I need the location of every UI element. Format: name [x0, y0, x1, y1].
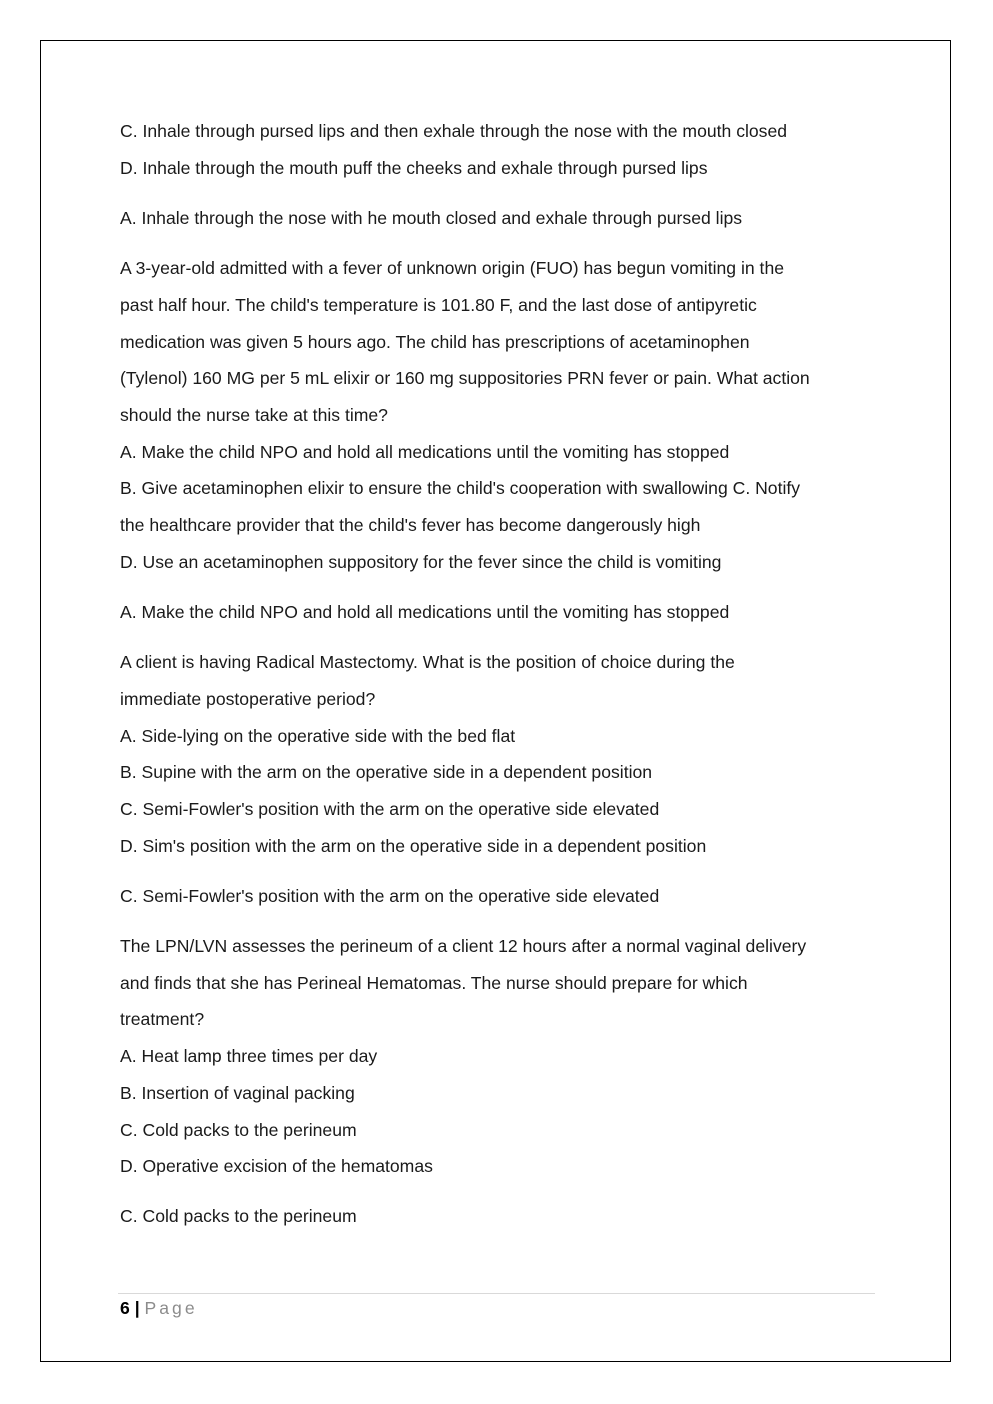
text-line: C. Semi-Fowler's position with the arm on the operative side elevated — [120, 798, 660, 819]
text-line: D. Operative excision of the hematomas — [120, 1156, 433, 1177]
text-line: C. Cold packs to the perineum — [120, 1206, 357, 1227]
text-line: past half hour. The child's temperature is 101.80 F, and the last dose of antipyretic — [120, 294, 757, 315]
text-line: C. Semi-Fowler's position with the arm on the operative side elevated — [120, 885, 660, 906]
paragraph — [120, 644, 880, 864]
page-footer — [120, 1296, 198, 1320]
paragraph — [120, 200, 880, 237]
text-line: A. Side-lying on the operative side with the bed flat — [120, 725, 516, 746]
paragraph-gap — [120, 237, 880, 251]
paragraph-gap — [120, 631, 880, 645]
paragraph — [120, 594, 880, 631]
text-line: A. Heat lamp three times per day — [120, 1046, 378, 1067]
text-line: medication was given 5 hours ago. The child has prescriptions of acetaminophen — [120, 331, 750, 352]
text-line: B. Insertion of vaginal packing — [120, 1082, 355, 1103]
page-label: Page — [144, 1298, 198, 1318]
paragraph-gap — [120, 864, 880, 878]
text-line: should the nurse take at this time? — [120, 404, 388, 425]
text-line: A 3-year-old admitted with a fever of unknown origin (FUO) has begun vomiting in the — [120, 258, 785, 279]
text-line: D. Use an acetaminophen suppository for the fever since the child is vomiting — [120, 551, 722, 572]
paragraph-gap — [120, 1185, 880, 1199]
paragraph-gap — [120, 915, 880, 929]
text-line: C. Inhale through pursed lips and then exhale through the nose with the mouth closed — [120, 121, 788, 141]
text-line: A client is having Radical Mastectomy. What is the position of choice during the — [120, 652, 735, 673]
page-number: 6 — [120, 1298, 130, 1318]
text-line: (Tylenol) 160 MG per 5 mL elixir or 160 mg suppositories PRN fever or pain. What action — [120, 368, 810, 389]
paragraph — [120, 928, 880, 1185]
text-line: A. Make the child NPO and hold all medications until the vomiting has stopped — [120, 601, 730, 622]
text-line: C. Cold packs to the perineum — [120, 1119, 357, 1140]
text-line: the healthcare provider that the child's fever has become dangerously high — [120, 515, 701, 536]
paragraph — [120, 113, 880, 186]
text-line: B. Give acetaminophen elixir to ensure the child's cooperation with swallowing C. Notify — [120, 478, 801, 499]
text-line: A. Make the child NPO and hold all medications until the vomiting has stopped — [120, 441, 730, 462]
paragraph-gap — [120, 580, 880, 594]
text-line: The LPN/LVN assesses the perineum of a client 12 hours after a normal vaginal delivery — [120, 936, 807, 957]
paragraph — [120, 1198, 880, 1235]
paragraph — [120, 878, 880, 915]
text-line: D. Inhale through the mouth puff the cheeks and exhale through pursed lips — [120, 157, 708, 178]
text-line: D. Sim's position with the arm on the operative side in a dependent position — [120, 835, 707, 856]
text-line: and finds that she has Perineal Hematomas. The nurse should prepare for which — [120, 972, 748, 993]
text-line: B. Supine with the arm on the operative side in a dependent position — [120, 762, 653, 783]
footer-divider — [118, 1293, 875, 1294]
document-body — [120, 113, 880, 1235]
text-line: A. Inhale through the nose with he mouth closed and exhale through pursed lips — [120, 207, 743, 228]
text-line: treatment? — [120, 1009, 205, 1030]
paragraph-gap — [120, 186, 880, 200]
text-line: immediate postoperative period? — [120, 688, 376, 709]
paragraph — [120, 250, 880, 580]
footer-separator: | — [134, 1298, 140, 1318]
